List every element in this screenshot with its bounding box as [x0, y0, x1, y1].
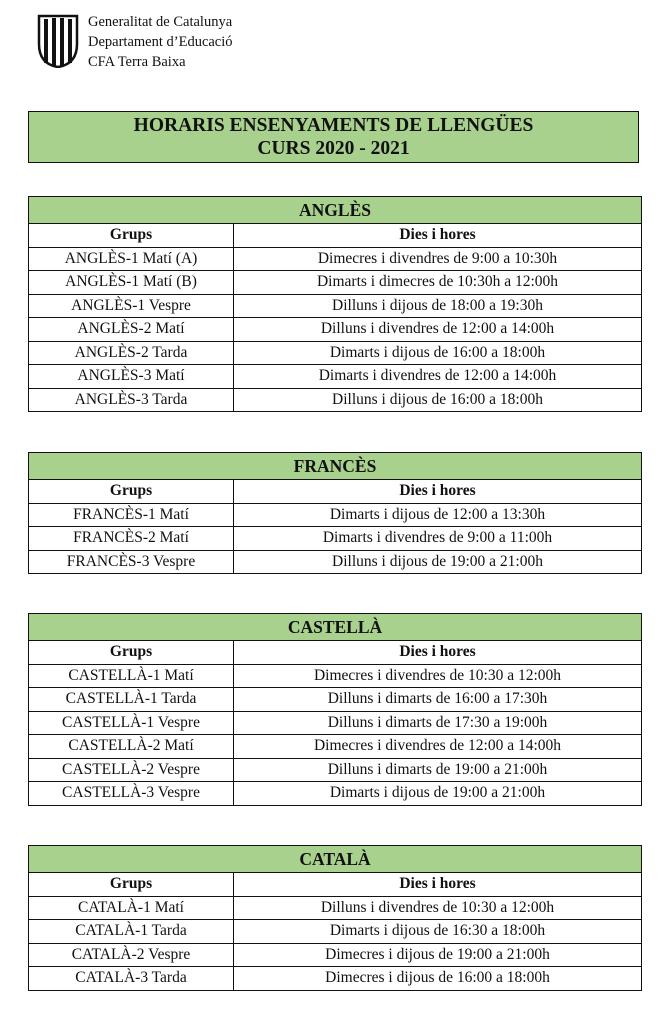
schedule-cell: Dilluns i dimarts de 16:00 a 17:30h: [234, 688, 642, 712]
schedule-cell: Dilluns i divendres de 10:30 a 12:00h: [234, 896, 642, 920]
section-title: FRANCÈS: [29, 453, 642, 480]
group-cell: CATALÀ-2 Vespre: [29, 943, 234, 967]
group-cell: FRANCÈS-2 Matí: [29, 527, 234, 551]
table-row: [29, 271, 642, 295]
column-header-groups: Grups: [29, 641, 234, 665]
column-header-row: [29, 873, 642, 897]
group-cell: ANGLÈS-1 Matí (B): [29, 271, 234, 295]
group-cell: FRANCÈS-1 Matí: [29, 503, 234, 527]
table-row: [29, 782, 642, 806]
group-cell: FRANCÈS-3 Vespre: [29, 550, 234, 574]
org-line-1: Generalitat de Catalunya: [88, 14, 233, 30]
table-row: [29, 664, 642, 688]
schedule-cell: Dilluns i dimarts de 17:30 a 19:00h: [234, 711, 642, 735]
schedule-cell: Dilluns i dijous de 16:00 a 18:00h: [234, 388, 642, 412]
table-row: [29, 943, 642, 967]
group-cell: CASTELLÀ-1 Tarda: [29, 688, 234, 712]
schedule-cell: Dimecres i divendres de 12:00 a 14:00h: [234, 735, 642, 759]
schedule-table-castella: [28, 613, 642, 806]
schedule-cell: Dimecres i divendres de 9:00 a 10:30h: [234, 247, 642, 271]
column-header-schedule: Dies i hores: [234, 641, 642, 665]
group-cell: CASTELLÀ-3 Vespre: [29, 782, 234, 806]
group-cell: ANGLÈS-3 Matí: [29, 365, 234, 389]
schedule-cell: Dimecres i divendres de 10:30 a 12:00h: [234, 664, 642, 688]
schedule-cell: Dimarts i dijous de 12:00 a 13:30h: [234, 503, 642, 527]
group-cell: ANGLÈS-1 Matí (A): [29, 247, 234, 271]
section-title: CASTELLÀ: [29, 614, 642, 641]
schedule-cell: Dimarts i divendres de 9:00 a 11:00h: [234, 527, 642, 551]
section-title: CATALÀ: [29, 846, 642, 873]
schedule-cell: Dilluns i dimarts de 19:00 a 21:00h: [234, 758, 642, 782]
column-header-groups: Grups: [29, 224, 234, 248]
table-row: [29, 503, 642, 527]
schedule-cell: Dimecres i dijous de 16:00 a 18:00h: [234, 967, 642, 991]
column-header-schedule: Dies i hores: [234, 480, 642, 504]
schedule-cell: Dilluns i divendres de 12:00 a 14:00h: [234, 318, 642, 342]
schedule-table-frances: [28, 452, 642, 574]
schedule-table-angles: [28, 196, 642, 412]
table-row: [29, 365, 642, 389]
document-title: [28, 111, 639, 163]
table-row: [29, 896, 642, 920]
schedule-table-catala: [28, 845, 642, 991]
group-cell: CATALÀ-3 Tarda: [29, 967, 234, 991]
table-row: [29, 294, 642, 318]
schedule-cell: Dimarts i dimecres de 10:30h a 12:00h: [234, 271, 642, 295]
group-cell: CASTELLÀ-1 Matí: [29, 664, 234, 688]
group-cell: CASTELLÀ-2 Matí: [29, 735, 234, 759]
generalitat-catalunya-logo: [36, 14, 80, 68]
schedule-cell: Dilluns i dijous de 19:00 a 21:00h: [234, 550, 642, 574]
schedule-cell: Dilluns i dijous de 18:00 a 19:30h: [234, 294, 642, 318]
organization-name: [88, 12, 233, 72]
schedule-cell: Dimecres i dijous de 19:00 a 21:00h: [234, 943, 642, 967]
table-row: [29, 247, 642, 271]
group-cell: ANGLÈS-2 Tarda: [29, 341, 234, 365]
org-line-3: CFA Terra Baixa: [88, 54, 186, 70]
org-line-2: Departament d’Educació: [88, 34, 233, 50]
table-row: [29, 527, 642, 551]
table-row: [29, 711, 642, 735]
group-cell: ANGLÈS-2 Matí: [29, 318, 234, 342]
table-row: [29, 967, 642, 991]
column-header-row: [29, 224, 642, 248]
column-header-groups: Grups: [29, 873, 234, 897]
group-cell: ANGLÈS-1 Vespre: [29, 294, 234, 318]
column-header-row: [29, 641, 642, 665]
column-header-schedule: Dies i hores: [234, 873, 642, 897]
group-cell: CATALÀ-1 Matí: [29, 896, 234, 920]
column-header-groups: Grups: [29, 480, 234, 504]
table-row: [29, 550, 642, 574]
schedule-cell: Dimarts i divendres de 12:00 a 14:00h: [234, 365, 642, 389]
group-cell: CASTELLÀ-1 Vespre: [29, 711, 234, 735]
table-row: [29, 920, 642, 944]
schedule-cell: Dimarts i dijous de 16:30 a 18:00h: [234, 920, 642, 944]
table-row: [29, 341, 642, 365]
table-row: [29, 758, 642, 782]
table-row: [29, 688, 642, 712]
table-row: [29, 735, 642, 759]
title-line-2: CURS 2020 - 2021: [257, 138, 410, 159]
schedule-cell: Dimarts i dijous de 16:00 a 18:00h: [234, 341, 642, 365]
group-cell: ANGLÈS-3 Tarda: [29, 388, 234, 412]
column-header-row: [29, 480, 642, 504]
section-title: ANGLÈS: [29, 197, 642, 224]
schedule-cell: Dimarts i dijous de 19:00 a 21:00h: [234, 782, 642, 806]
group-cell: CATALÀ-1 Tarda: [29, 920, 234, 944]
group-cell: CASTELLÀ-2 Vespre: [29, 758, 234, 782]
title-line-1: HORARIS ENSENYAMENTS DE LLENGÜES: [133, 115, 534, 136]
table-row: [29, 318, 642, 342]
table-row: [29, 388, 642, 412]
column-header-schedule: Dies i hores: [234, 224, 642, 248]
